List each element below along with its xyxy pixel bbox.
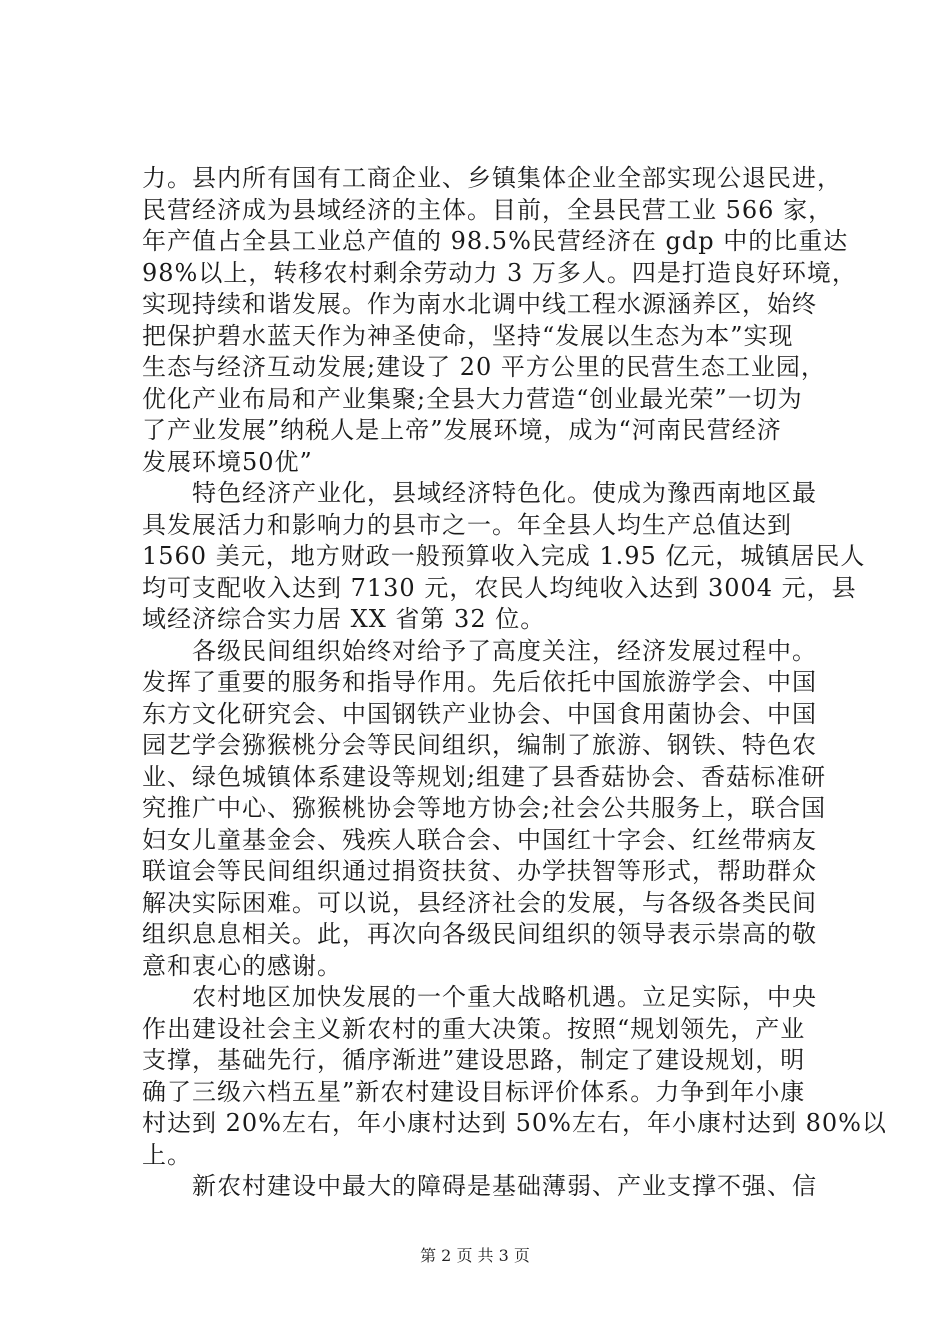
text-line: 各级民间组织始终对给予了高度关注，经济发展过程中。 bbox=[142, 636, 817, 665]
text-line: 域经济综合实力居 XX 省第 32 位。 bbox=[142, 605, 546, 633]
text-line: 东方文化研究会、中国钢铁产业协会、中国食用菌协会、中国 bbox=[142, 699, 817, 728]
text-line: 上。 bbox=[142, 1140, 192, 1169]
text-line: 民营经济成为县域经济的主体。目前，全县民营工业 566 家， bbox=[142, 195, 834, 224]
text-line: 农村地区加快发展的一个重大战略机遇。立足实际，中央 bbox=[142, 983, 817, 1011]
text-line: 发挥了重要的服务和指导作用。先后依托中国旅游学会、中国 bbox=[142, 668, 817, 696]
text-line: 意和衷心的感谢。 bbox=[142, 951, 342, 980]
text-line: 园艺学会猕猴桃分会等民间组织，编制了旅游、钢铁、特色农 bbox=[142, 731, 817, 759]
text-line: 特色经济产业化，县域经济特色化。使成为豫西南地区最 bbox=[142, 479, 817, 507]
text-line: 组织息息相关。此，再次向各级民间组织的领导表示崇高的敬 bbox=[142, 920, 817, 948]
text-line: 发展环境50优” bbox=[142, 447, 313, 476]
text-line: 均可支配收入达到 7130 元，农民人均纯收入达到 3004 元，县 bbox=[142, 573, 857, 602]
text-line: 业、绿色城镇体系建设等规划;组建了县香菇协会、香菇标准研 bbox=[142, 762, 827, 791]
text-line: 98%以上，转移农村剩余劳动力 3 万多人。四是打造良好环境， bbox=[142, 258, 857, 287]
text-line: 新农村建设中最大的障碍是基础薄弱、产业支撑不强、信 bbox=[142, 1172, 817, 1200]
page-footer: 第 2 页 共 3 页 bbox=[420, 1246, 530, 1265]
text-line: 解决实际困难。可以说，县经济社会的发展，与各级各类民间 bbox=[142, 888, 817, 917]
text-line: 支撑，基础先行，循序渐进”建设思路，制定了建设规划，明 bbox=[142, 1046, 806, 1074]
text-line: 优化产业布局和产业集聚;全县大力营造“创业最光荣”一切为 bbox=[142, 384, 803, 413]
text-line: 村达到 20%左右，年小康村达到 50%左右，年小康村达到 80%以 bbox=[142, 1109, 887, 1137]
text-line: 1560 美元，地方财政一般预算收入完成 1.95 亿元，城镇居民人 bbox=[142, 542, 866, 570]
text-line: 生态与经济互动发展;建设了 20 平方公里的民营生态工业园， bbox=[142, 353, 826, 381]
text-line: 联谊会等民间组织通过捐资扶贫、办学扶智等形式，帮助群众 bbox=[142, 857, 817, 885]
text-line: 究推广中心、猕猴桃协会等地方协会;社会公共服务上，联合国 bbox=[142, 794, 827, 822]
text-line: 确了三级六档五星”新农村建设目标评价体系。力争到年小康 bbox=[142, 1077, 806, 1106]
text-line: 具发展活力和影响力的县市之一。年全县人均生产总值达到 bbox=[142, 510, 792, 539]
text-line: 把保护碧水蓝天作为神圣使命，坚持“发展以生态为本”实现 bbox=[142, 321, 794, 350]
text-line: 力。县内所有国有工商企业、乡镇集体企业全部实现公退民进， bbox=[142, 164, 842, 192]
text-line: 作出建设社会主义新农村的重大决策。按照“规划领先，产业 bbox=[142, 1014, 806, 1043]
text-line: 年产值占全县工业总产值的 98.5%民营经济在 gdp 中的比重达 bbox=[142, 227, 849, 255]
text-line: 实现持续和谐发展。作为南水北调中线工程水源涵养区，始终 bbox=[142, 290, 817, 318]
text-line: 妇女儿童基金会、残疾人联合会、中国红十字会、红丝带病友 bbox=[142, 825, 817, 854]
body-text bbox=[142, 163, 887, 1203]
text-line: 了产业发展”纳税人是上帝”发展环境，成为“河南民营经济 bbox=[142, 416, 782, 444]
